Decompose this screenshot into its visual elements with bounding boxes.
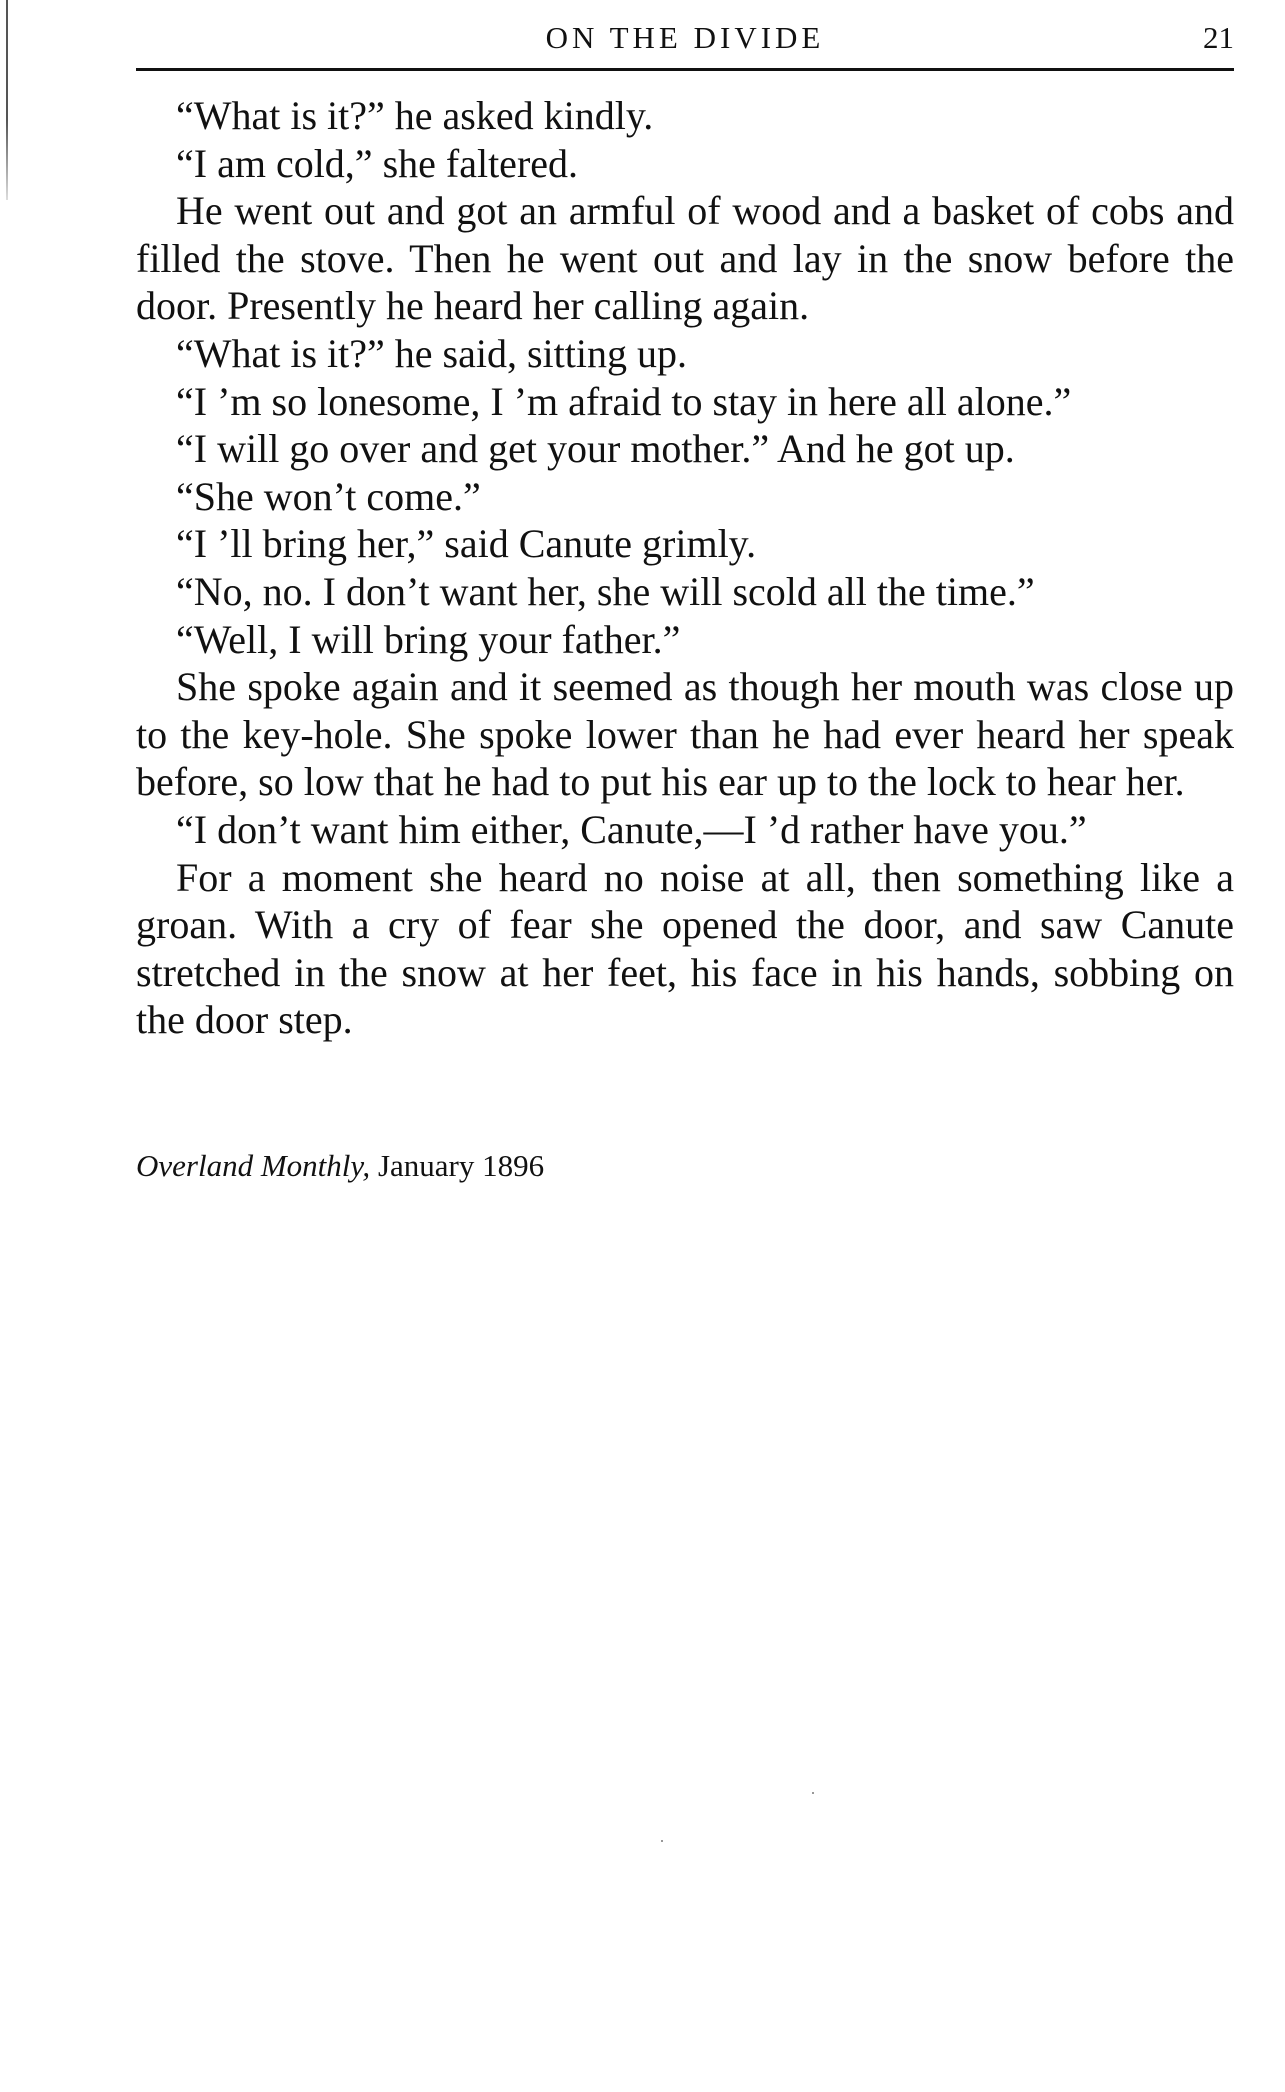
source-citation	[136, 1146, 544, 1186]
scan-speck	[661, 1840, 663, 1842]
paragraph: “I ’ll bring her,” said Canute grimly.	[176, 521, 757, 567]
paragraph: “What is it?” he said, sitting up.	[176, 330, 687, 376]
paragraph: He went out and got an armful of wood and a basket of cobs and filled the stove. Then he went out and lay in the snow before the door. Presently he heard her calling again.	[136, 188, 1234, 329]
paragraph: “I am cold,” she faltered.	[176, 140, 579, 186]
paragraph: “I don’t want him either, Canute,—I ’d rather have you.”	[176, 806, 1087, 852]
paragraph: “Well, I will bring your father.”	[176, 616, 681, 662]
paragraph: “I ’m so lonesome, I ’m afraid to stay in here all alone.”	[176, 378, 1072, 424]
publication-date: January 1896	[377, 1148, 545, 1183]
header-rule	[136, 68, 1234, 71]
page-edge-line	[6, 0, 8, 200]
scan-speck	[812, 1792, 814, 1794]
running-title: ON THE DIVIDE	[545, 20, 825, 55]
page-number: 21	[1203, 20, 1234, 55]
paragraph: “No, no. I don’t want her, she will scold all the time.”	[176, 568, 1035, 614]
paragraph: “She won’t come.”	[176, 473, 481, 519]
paragraph: For a moment she heard no noise at all, then something like a groan. With a cry of fear she opened the door, and saw Canute stretched in the snow at her feet, his face in his hands, sobbing on the door step.	[136, 854, 1234, 1043]
paragraph: “What is it?” he asked kindly.	[176, 93, 654, 138]
publication-title: Overland Monthly,	[136, 1148, 371, 1183]
running-head	[136, 18, 1234, 58]
paragraph: She spoke again and it seemed as though her mouth was close up to the key-hole. She spoke lower than he had ever heard her speak before, so low that he had to put his ear up to the lock to hear her.	[136, 664, 1234, 805]
body-text	[136, 92, 1234, 1044]
paragraph: “I will go over and get your mother.” And he got up.	[176, 426, 1015, 472]
